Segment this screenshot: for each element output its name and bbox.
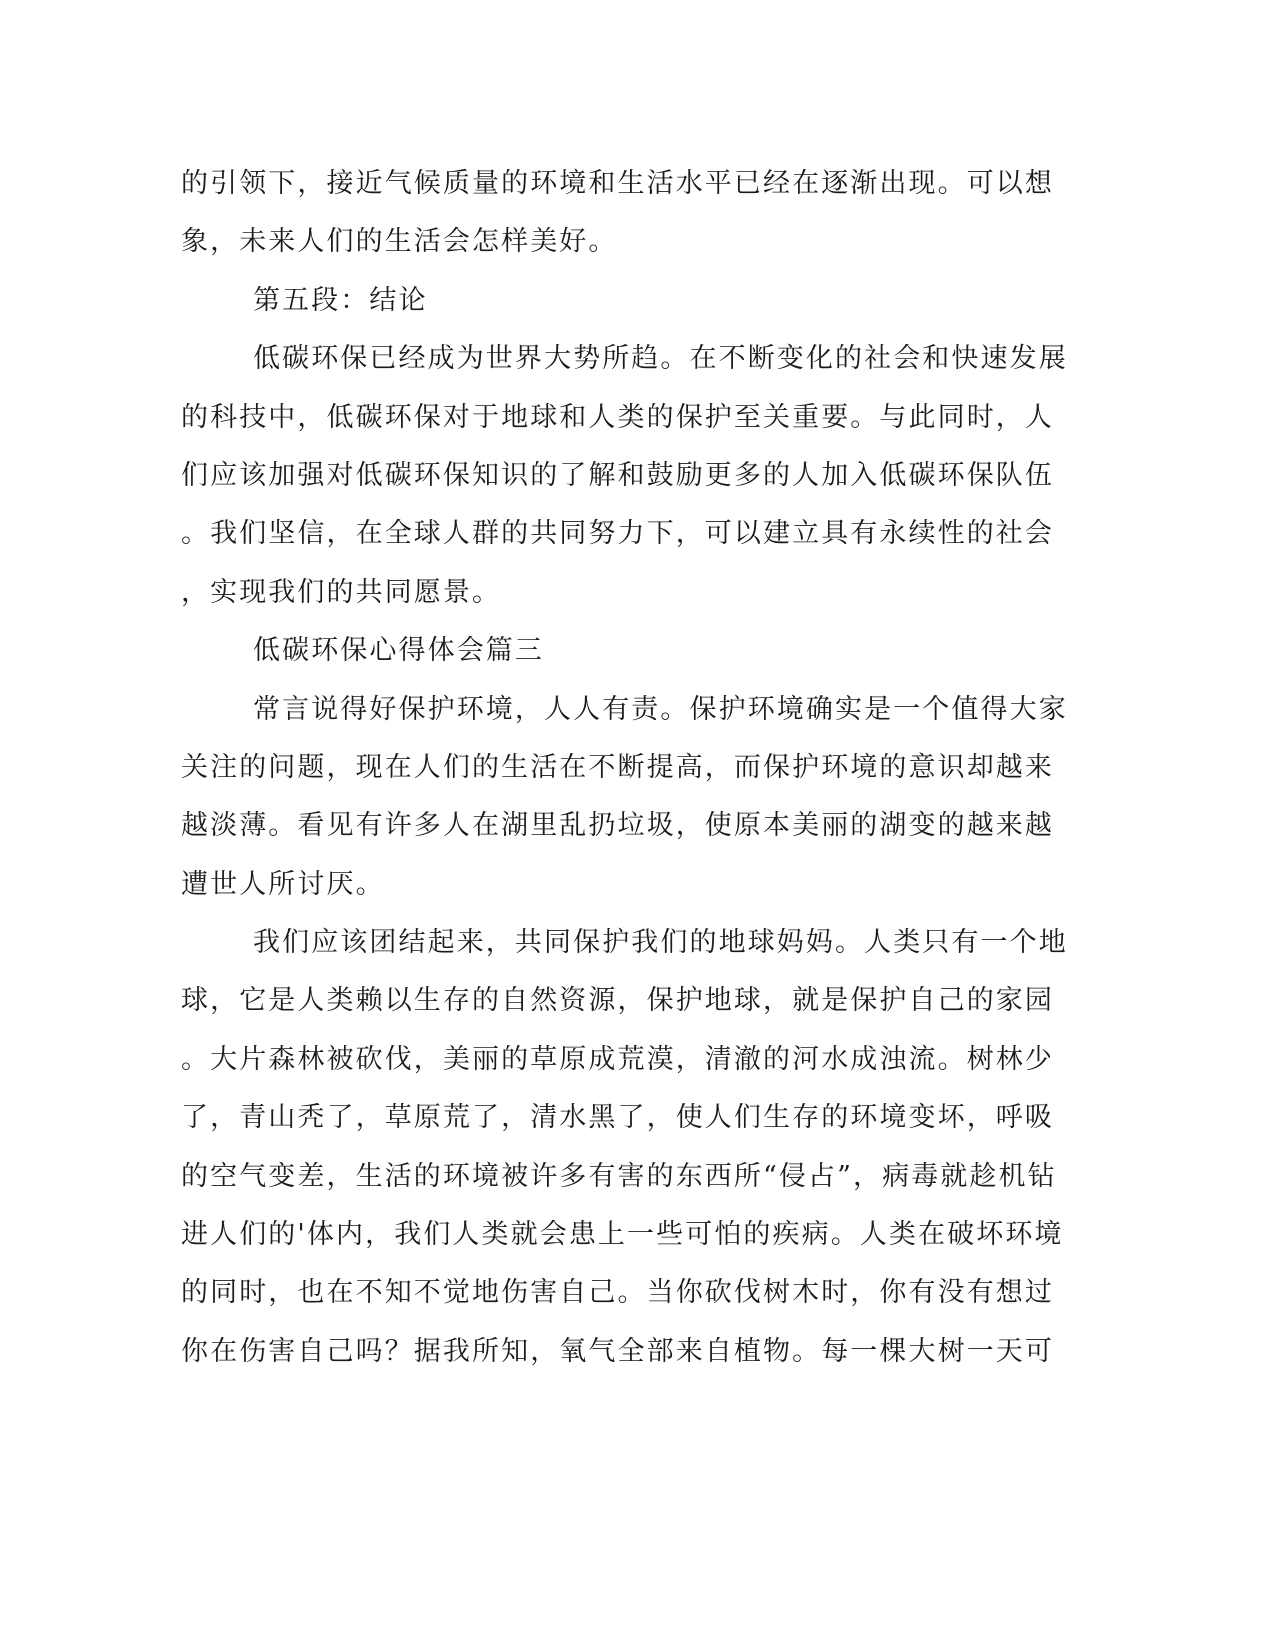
- document-body: [181, 155, 1081, 1381]
- text-line: 遭世人所讨厌。: [181, 868, 385, 900]
- text-line: 的空气变差，生活的环境被许多有害的东西所“侵占”，病毒就趁机钻: [181, 1160, 1057, 1192]
- text-line: 常言说得好保护环境，人人有责。保护环境确实是一个值得大家: [253, 693, 1068, 725]
- text-line: 象，未来人们的生活会怎样美好。: [181, 226, 618, 258]
- article-title: 低碳环保心得体会篇三: [253, 635, 544, 667]
- text-line: 。我们坚信，在全球人群的共同努力下，可以建立具有永续性的社会: [181, 518, 1054, 550]
- text-line: 你在伤害自己吗？据我所知，氧气全部来自植物。每一棵大树一天可: [181, 1335, 1054, 1367]
- text-line: 的同时，也在不知不觉地伤害自己。当你砍伐树木时，你有没有想过: [181, 1277, 1054, 1309]
- text-line: 越淡薄。看见有许多人在湖里乱扔垃圾，使原本美丽的湖变的越来越: [181, 810, 1054, 842]
- text-line: 我们应该团结起来，共同保护我们的地球妈妈。人类只有一个地: [253, 927, 1068, 959]
- text-line: 低碳环保已经成为世界大势所趋。在不断变化的社会和快速发展: [253, 343, 1068, 375]
- text-line: 。大片森林被砍伐，美丽的草原成荒漠，清澈的河水成浊流。树林少: [181, 1043, 1054, 1075]
- text-line: 进人们的'体内，我们人类就会患上一些可怕的疾病。人类在破坏环境: [181, 1219, 1064, 1251]
- text-line: 了，青山秃了，草原荒了，清水黑了，使人们生存的环境变坏，呼吸: [181, 1102, 1054, 1134]
- text-line: 球，它是人类赖以生存的自然资源，保护地球，就是保护自己的家园: [181, 985, 1054, 1017]
- text-line: 们应该加强对低碳环保知识的了解和鼓励更多的人加入低碳环保队伍: [181, 459, 1054, 491]
- section-heading: 第五段：结论: [253, 284, 428, 316]
- text-line: 的科技中，低碳环保对于地球和人类的保护至关重要。与此同时，人: [181, 401, 1054, 433]
- text-line: 的引领下，接近气候质量的环境和生活水平已经在逐渐出现。可以想: [181, 168, 1054, 199]
- text-line: ，实现我们的共同愿景。: [181, 576, 502, 608]
- text-line: 关注的问题，现在人们的生活在不断提高，而保护环境的意识却越来: [181, 751, 1054, 783]
